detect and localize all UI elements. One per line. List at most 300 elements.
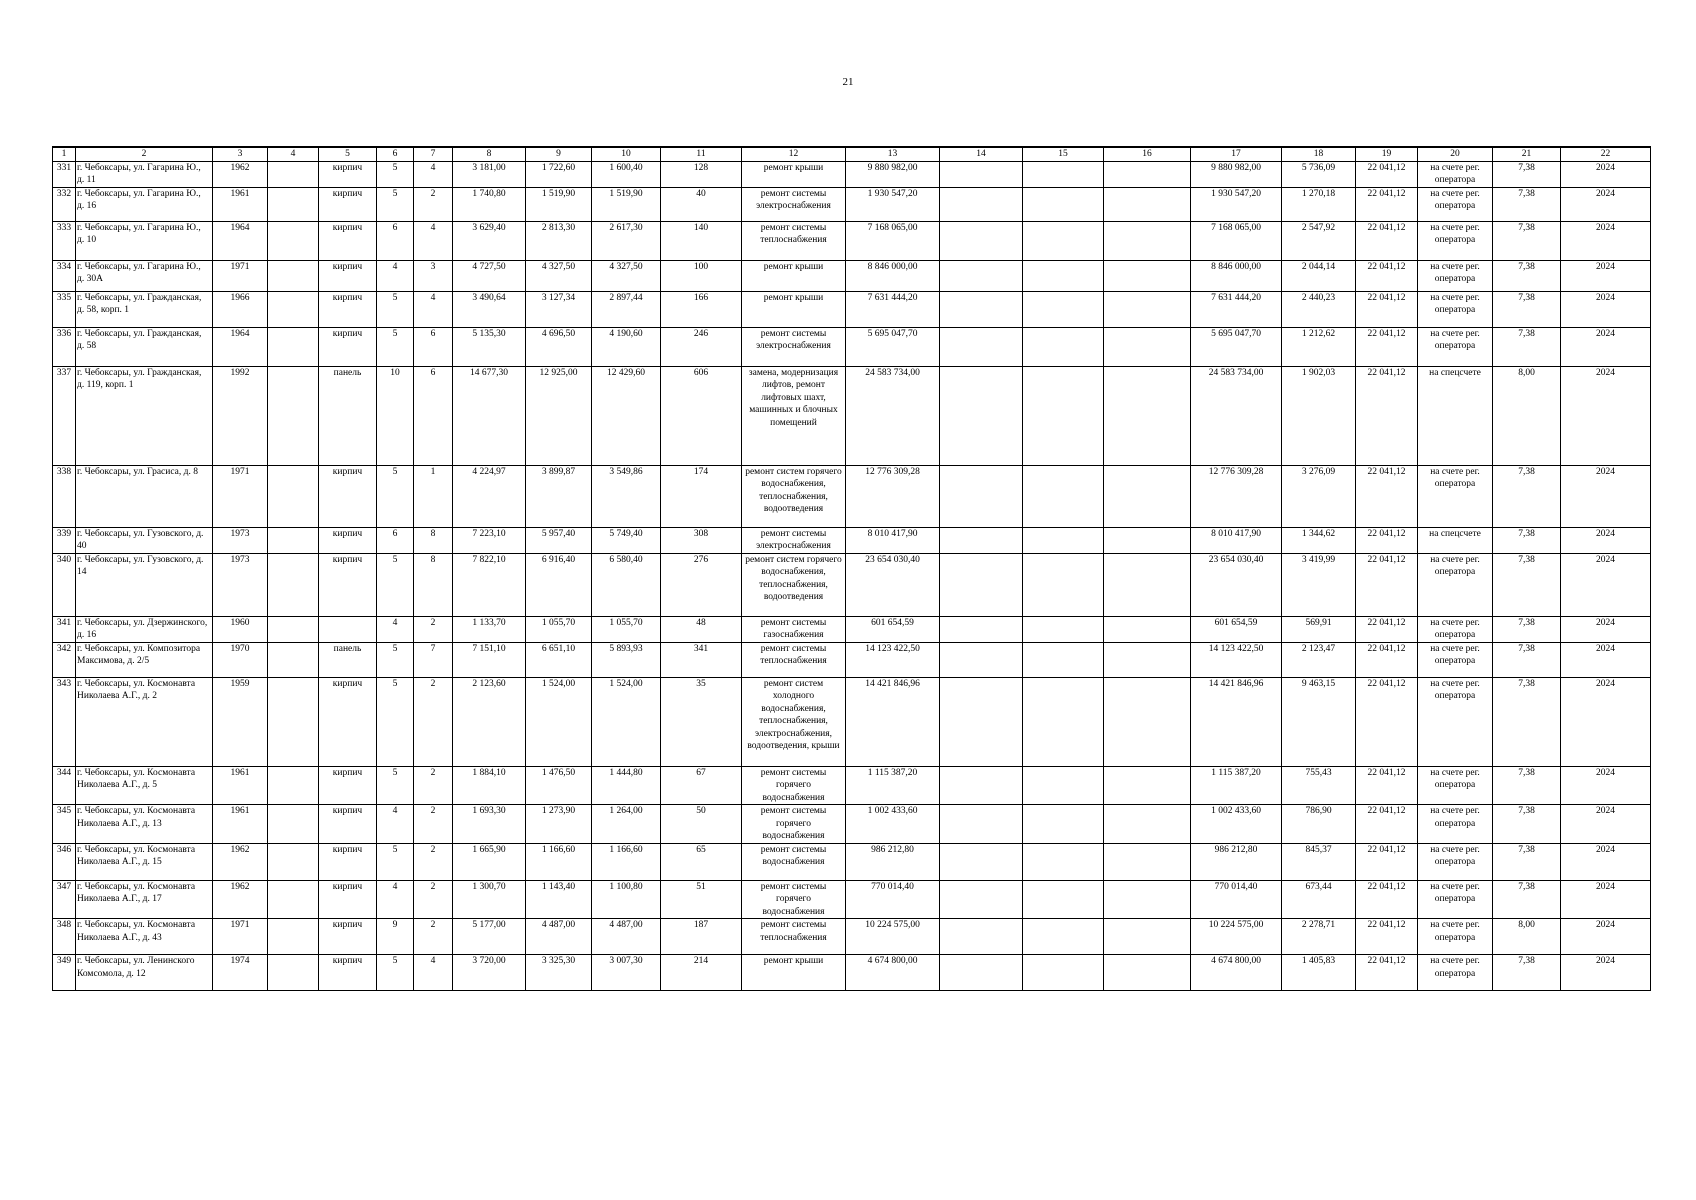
cell-cost-per-sqm: 2 044,14 [1282,260,1356,291]
cell-cost-owners: 14 421 846,96 [1191,677,1282,766]
cell-residents: 140 [661,221,742,260]
cell-col-15 [1023,465,1104,527]
cell-contribution-rate: 8,00 [1493,366,1561,465]
cell-area-total: 7 151,10 [453,642,526,677]
cell-work-type: ремонт системы электроснабжения [742,327,846,366]
table-row [53,221,1651,260]
cell-col-15 [1023,919,1104,955]
cell-cost-total: 14 123 422,50 [846,642,940,677]
column-header-7: 7 [414,147,453,161]
cell-area-total: 4 224,97 [453,465,526,527]
cell-residents: 67 [661,766,742,805]
cell-col-16 [1104,677,1191,766]
cell-residents: 341 [661,642,742,677]
table-row [53,291,1651,327]
cell-floors: 5 [377,642,414,677]
cell-entrances: 2 [414,919,453,955]
cell-entrances: 4 [414,161,453,187]
cell-wall-material: кирпич [319,843,377,880]
cell-wall-material: кирпич [319,919,377,955]
cell-wall-material: кирпич [319,880,377,919]
cell-limit-cost: 22 041,12 [1356,187,1418,221]
cell-area-living: 1 524,00 [526,677,592,766]
cell-address: г. Чебоксары, ул. Космонавта Николаева А.Г., д. 5 [76,766,213,805]
cell-cost-owners: 4 674 800,00 [1191,955,1282,991]
cell-address: г. Чебоксары, ул. Космонавта Николаева А.Г., д. 15 [76,843,213,880]
cell-area-total: 1 740,80 [453,187,526,221]
cell-year-built: 1966 [213,291,268,327]
cell-col-4 [268,616,319,642]
cell-cost-total: 7 631 444,20 [846,291,940,327]
cell-limit-cost: 22 041,12 [1356,843,1418,880]
cell-plan-year: 2024 [1561,843,1651,880]
cell-cost-per-sqm: 1 405,83 [1282,955,1356,991]
cell-area-total: 3 720,00 [453,955,526,991]
cell-cost-owners: 1 002 433,60 [1191,805,1282,844]
cell-area-owned: 1 600,40 [592,161,661,187]
cell-col-16 [1104,919,1191,955]
cell-col-16 [1104,616,1191,642]
cell-residents: 606 [661,366,742,465]
cell-col-14 [940,880,1023,919]
cell-area-total: 3 181,00 [453,161,526,187]
cell-col-14 [940,616,1023,642]
cell-col-14 [940,766,1023,805]
cell-limit-cost: 22 041,12 [1356,880,1418,919]
cell-year-built: 1973 [213,553,268,616]
cell-col-15 [1023,766,1104,805]
cell-area-owned: 1 055,70 [592,616,661,642]
cell-work-type: ремонт системы горячего водоснабжения [742,766,846,805]
cell-cost-per-sqm: 3 276,09 [1282,465,1356,527]
cell-contribution-rate: 7,38 [1493,766,1561,805]
cell-residents: 48 [661,616,742,642]
cell-plan-year: 2024 [1561,187,1651,221]
cell-floors: 4 [377,616,414,642]
cell-area-living: 12 925,00 [526,366,592,465]
cell-area-living: 1 722,60 [526,161,592,187]
cell-wall-material: кирпич [319,553,377,616]
column-header-5: 5 [319,147,377,161]
cell-cost-total: 601 654,59 [846,616,940,642]
cell-col-15 [1023,616,1104,642]
table-row [53,553,1651,616]
cell-col-14 [940,677,1023,766]
cell-row-number: 331 [53,161,76,187]
cell-row-number: 335 [53,291,76,327]
cell-area-total: 7 822,10 [453,553,526,616]
cell-year-built: 1971 [213,465,268,527]
column-header-19: 19 [1356,147,1418,161]
cell-area-total: 2 123,60 [453,677,526,766]
cell-cost-owners: 770 014,40 [1191,880,1282,919]
cell-cost-owners: 601 654,59 [1191,616,1282,642]
cell-year-built: 1973 [213,527,268,553]
cell-area-living: 1 519,90 [526,187,592,221]
cell-year-built: 1961 [213,805,268,844]
cell-fund-method: на счете рег. оператора [1418,766,1493,805]
table-row [53,766,1651,805]
table-row [53,919,1651,955]
cell-cost-owners: 14 123 422,50 [1191,642,1282,677]
cell-contribution-rate: 7,38 [1493,465,1561,527]
cell-col-15 [1023,677,1104,766]
table-row [53,677,1651,766]
cell-cost-owners: 1 115 387,20 [1191,766,1282,805]
cell-col-14 [940,465,1023,527]
cell-fund-method: на счете рег. оператора [1418,465,1493,527]
cell-contribution-rate: 7,38 [1493,677,1561,766]
cell-floors: 10 [377,366,414,465]
cell-col-16 [1104,955,1191,991]
column-header-18: 18 [1282,147,1356,161]
cell-work-type: ремонт системы теплоснабжения [742,221,846,260]
cell-col-16 [1104,766,1191,805]
cell-cost-owners: 7 631 444,20 [1191,291,1282,327]
cell-area-total: 4 727,50 [453,260,526,291]
cell-year-built: 1971 [213,919,268,955]
cell-contribution-rate: 7,38 [1493,553,1561,616]
cell-work-type: ремонт системы электроснабжения [742,187,846,221]
cell-work-type: ремонт крыши [742,955,846,991]
cell-cost-per-sqm: 1 344,62 [1282,527,1356,553]
cell-plan-year: 2024 [1561,465,1651,527]
cell-area-owned: 1 524,00 [592,677,661,766]
cell-area-total: 14 677,30 [453,366,526,465]
cell-area-total: 1 884,10 [453,766,526,805]
cell-plan-year: 2024 [1561,291,1651,327]
cell-fund-method: на счете рег. оператора [1418,221,1493,260]
cell-cost-per-sqm: 3 419,99 [1282,553,1356,616]
page-number: 21 [842,76,854,88]
column-header-10: 10 [592,147,661,161]
cell-floors: 4 [377,260,414,291]
cell-col-14 [940,843,1023,880]
cell-col-4 [268,260,319,291]
cell-floors: 5 [377,955,414,991]
cell-entrances: 2 [414,880,453,919]
cell-wall-material: кирпич [319,291,377,327]
cell-work-type: ремонт системы горячего водоснабжения [742,805,846,844]
cell-cost-per-sqm: 845,37 [1282,843,1356,880]
cell-limit-cost: 22 041,12 [1356,805,1418,844]
cell-address: г. Чебоксары, ул. Космонавта Николаева А.Г., д. 2 [76,677,213,766]
cell-year-built: 1964 [213,221,268,260]
cell-area-total: 5 177,00 [453,919,526,955]
cell-limit-cost: 22 041,12 [1356,161,1418,187]
cell-row-number: 346 [53,843,76,880]
cell-address: г. Чебоксары, ул. Гражданская, д. 58 [76,327,213,366]
cell-col-16 [1104,187,1191,221]
cell-col-15 [1023,327,1104,366]
cell-address: г. Чебоксары, ул. Гагарина Ю., д. 10 [76,221,213,260]
cell-cost-per-sqm: 9 463,15 [1282,677,1356,766]
cell-floors: 5 [377,161,414,187]
cell-work-type: ремонт системы водоснабжения [742,843,846,880]
cell-col-14 [940,805,1023,844]
cell-col-4 [268,366,319,465]
column-header-14: 14 [940,147,1023,161]
cell-entrances: 2 [414,766,453,805]
cell-fund-method: на счете рег. оператора [1418,880,1493,919]
cell-col-14 [940,642,1023,677]
cell-cost-total: 10 224 575,00 [846,919,940,955]
cell-col-4 [268,766,319,805]
cell-area-owned: 3 007,30 [592,955,661,991]
cell-floors: 5 [377,677,414,766]
cell-row-number: 333 [53,221,76,260]
cell-col-4 [268,187,319,221]
cell-area-owned: 1 444,80 [592,766,661,805]
cell-col-16 [1104,327,1191,366]
cell-row-number: 338 [53,465,76,527]
table-row [53,366,1651,465]
cell-col-4 [268,291,319,327]
cell-floors: 5 [377,553,414,616]
cell-col-14 [940,291,1023,327]
table-body [53,161,1651,991]
cell-entrances: 2 [414,616,453,642]
cell-residents: 100 [661,260,742,291]
cell-area-total: 5 135,30 [453,327,526,366]
cell-limit-cost: 22 041,12 [1356,642,1418,677]
cell-address: г. Чебоксары, ул. Гражданская, д. 119, корп. 1 [76,366,213,465]
cell-plan-year: 2024 [1561,161,1651,187]
cell-area-living: 1 055,70 [526,616,592,642]
cell-wall-material: панель [319,642,377,677]
cell-cost-per-sqm: 5 736,09 [1282,161,1356,187]
column-header-9: 9 [526,147,592,161]
cell-contribution-rate: 7,38 [1493,880,1561,919]
cell-area-owned: 6 580,40 [592,553,661,616]
cell-plan-year: 2024 [1561,766,1651,805]
cell-address: г. Чебоксары, ул. Гузовского, д. 40 [76,527,213,553]
cell-fund-method: на спецсчете [1418,527,1493,553]
cell-residents: 35 [661,677,742,766]
cell-floors: 6 [377,221,414,260]
cell-entrances: 8 [414,553,453,616]
column-header-21: 21 [1493,147,1561,161]
cell-cost-per-sqm: 2 440,23 [1282,291,1356,327]
cell-floors: 5 [377,843,414,880]
table-row [53,880,1651,919]
cell-plan-year: 2024 [1561,260,1651,291]
cell-plan-year: 2024 [1561,919,1651,955]
cell-cost-owners: 23 654 030,40 [1191,553,1282,616]
cell-limit-cost: 22 041,12 [1356,616,1418,642]
cell-contribution-rate: 7,38 [1493,291,1561,327]
cell-year-built: 1971 [213,260,268,291]
cell-area-owned: 2 617,30 [592,221,661,260]
cell-year-built: 1964 [213,327,268,366]
cell-contribution-rate: 7,38 [1493,327,1561,366]
column-header-4: 4 [268,147,319,161]
cell-area-total: 3 629,40 [453,221,526,260]
cell-area-living: 2 813,30 [526,221,592,260]
cell-area-total: 7 223,10 [453,527,526,553]
column-header-3: 3 [213,147,268,161]
column-header-15: 15 [1023,147,1104,161]
cell-row-number: 342 [53,642,76,677]
cell-work-type: ремонт системы газоснабжения [742,616,846,642]
cell-contribution-rate: 7,38 [1493,221,1561,260]
cell-contribution-rate: 7,38 [1493,955,1561,991]
cell-col-4 [268,805,319,844]
cell-fund-method: на счете рег. оператора [1418,327,1493,366]
cell-limit-cost: 22 041,12 [1356,677,1418,766]
cell-cost-owners: 12 776 309,28 [1191,465,1282,527]
cell-area-living: 3 127,34 [526,291,592,327]
cell-address: г. Чебоксары, ул. Грасиса, д. 8 [76,465,213,527]
cell-wall-material: кирпич [319,221,377,260]
cell-limit-cost: 22 041,12 [1356,221,1418,260]
cell-col-14 [940,187,1023,221]
cell-col-16 [1104,291,1191,327]
cell-entrances: 3 [414,260,453,291]
cell-area-living: 1 476,50 [526,766,592,805]
cell-residents: 128 [661,161,742,187]
cell-contribution-rate: 7,38 [1493,805,1561,844]
cell-entrances: 2 [414,677,453,766]
cell-residents: 40 [661,187,742,221]
column-header-11: 11 [661,147,742,161]
cell-area-owned: 12 429,60 [592,366,661,465]
cell-wall-material [319,616,377,642]
cell-plan-year: 2024 [1561,553,1651,616]
cell-col-16 [1104,527,1191,553]
cell-area-living: 3 899,87 [526,465,592,527]
register-table-wrapper [52,146,1644,991]
cell-plan-year: 2024 [1561,805,1651,844]
cell-area-owned: 4 487,00 [592,919,661,955]
cell-col-14 [940,221,1023,260]
cell-col-15 [1023,260,1104,291]
cell-col-16 [1104,642,1191,677]
cell-year-built: 1961 [213,187,268,221]
cell-area-owned: 4 190,60 [592,327,661,366]
cell-residents: 308 [661,527,742,553]
cell-cost-total: 9 880 982,00 [846,161,940,187]
cell-limit-cost: 22 041,12 [1356,327,1418,366]
cell-fund-method: на счете рег. оператора [1418,642,1493,677]
cell-plan-year: 2024 [1561,642,1651,677]
cell-col-16 [1104,843,1191,880]
cell-col-14 [940,919,1023,955]
cell-cost-per-sqm: 673,44 [1282,880,1356,919]
cell-entrances: 2 [414,805,453,844]
cell-col-14 [940,366,1023,465]
cell-row-number: 349 [53,955,76,991]
cell-contribution-rate: 7,38 [1493,260,1561,291]
cell-row-number: 337 [53,366,76,465]
cell-address: г. Чебоксары, ул. Дзержинского, д. 16 [76,616,213,642]
cell-row-number: 347 [53,880,76,919]
cell-col-16 [1104,465,1191,527]
cell-entrances: 4 [414,221,453,260]
cell-cost-total: 770 014,40 [846,880,940,919]
cell-entrances: 7 [414,642,453,677]
cell-area-living: 6 651,10 [526,642,592,677]
cell-wall-material: панель [319,366,377,465]
cell-fund-method: на счете рег. оператора [1418,805,1493,844]
column-header-16: 16 [1104,147,1191,161]
cell-col-15 [1023,161,1104,187]
cell-col-15 [1023,366,1104,465]
cell-fund-method: на счете рег. оператора [1418,553,1493,616]
cell-contribution-rate: 7,38 [1493,187,1561,221]
column-header-1: 1 [53,147,76,161]
cell-cost-per-sqm: 1 902,03 [1282,366,1356,465]
table-row [53,187,1651,221]
cell-floors: 5 [377,327,414,366]
cell-contribution-rate: 7,38 [1493,843,1561,880]
cell-area-owned: 5 893,93 [592,642,661,677]
cell-entrances: 6 [414,366,453,465]
cell-cost-total: 8 010 417,90 [846,527,940,553]
cell-cost-per-sqm: 786,90 [1282,805,1356,844]
cell-row-number: 340 [53,553,76,616]
cell-col-4 [268,880,319,919]
cell-contribution-rate: 7,38 [1493,642,1561,677]
cell-year-built: 1960 [213,616,268,642]
table-row [53,327,1651,366]
cell-cost-total: 7 168 065,00 [846,221,940,260]
cell-residents: 50 [661,805,742,844]
cell-entrances: 2 [414,187,453,221]
cell-area-living: 4 696,50 [526,327,592,366]
cell-year-built: 1962 [213,880,268,919]
cell-row-number: 341 [53,616,76,642]
cell-contribution-rate: 7,38 [1493,161,1561,187]
cell-col-16 [1104,880,1191,919]
cell-wall-material: кирпич [319,327,377,366]
cell-cost-total: 24 583 734,00 [846,366,940,465]
cell-wall-material: кирпич [319,260,377,291]
table-row [53,642,1651,677]
cell-col-14 [940,553,1023,616]
cell-col-4 [268,527,319,553]
cell-address: г. Чебоксары, ул. Космонавта Николаева А.Г., д. 13 [76,805,213,844]
cell-contribution-rate: 7,38 [1493,616,1561,642]
cell-year-built: 1961 [213,766,268,805]
cell-limit-cost: 22 041,12 [1356,553,1418,616]
cell-entrances: 4 [414,291,453,327]
cell-entrances: 4 [414,955,453,991]
cell-col-4 [268,642,319,677]
cell-col-4 [268,327,319,366]
cell-row-number: 344 [53,766,76,805]
cell-cost-owners: 8 010 417,90 [1191,527,1282,553]
column-header-17: 17 [1191,147,1282,161]
cell-plan-year: 2024 [1561,880,1651,919]
cell-cost-owners: 8 846 000,00 [1191,260,1282,291]
cell-cost-owners: 24 583 734,00 [1191,366,1282,465]
cell-plan-year: 2024 [1561,677,1651,766]
cell-cost-per-sqm: 2 123,47 [1282,642,1356,677]
cell-year-built: 1959 [213,677,268,766]
table-row [53,843,1651,880]
cell-cost-owners: 9 880 982,00 [1191,161,1282,187]
cell-address: г. Чебоксары, ул. Гагарина Ю., д. 11 [76,161,213,187]
cell-area-owned: 1 264,00 [592,805,661,844]
cell-plan-year: 2024 [1561,616,1651,642]
cell-col-4 [268,677,319,766]
column-header-22: 22 [1561,147,1651,161]
cell-row-number: 343 [53,677,76,766]
cell-work-type: ремонт систем холодного водоснабжения, теплоснабжения, электроснабжения, водоотведения, крыши [742,677,846,766]
cell-work-type: замена, модернизация лифтов, ремонт лифтовых шахт, машинных и блочных помещений [742,366,846,465]
cell-plan-year: 2024 [1561,366,1651,465]
